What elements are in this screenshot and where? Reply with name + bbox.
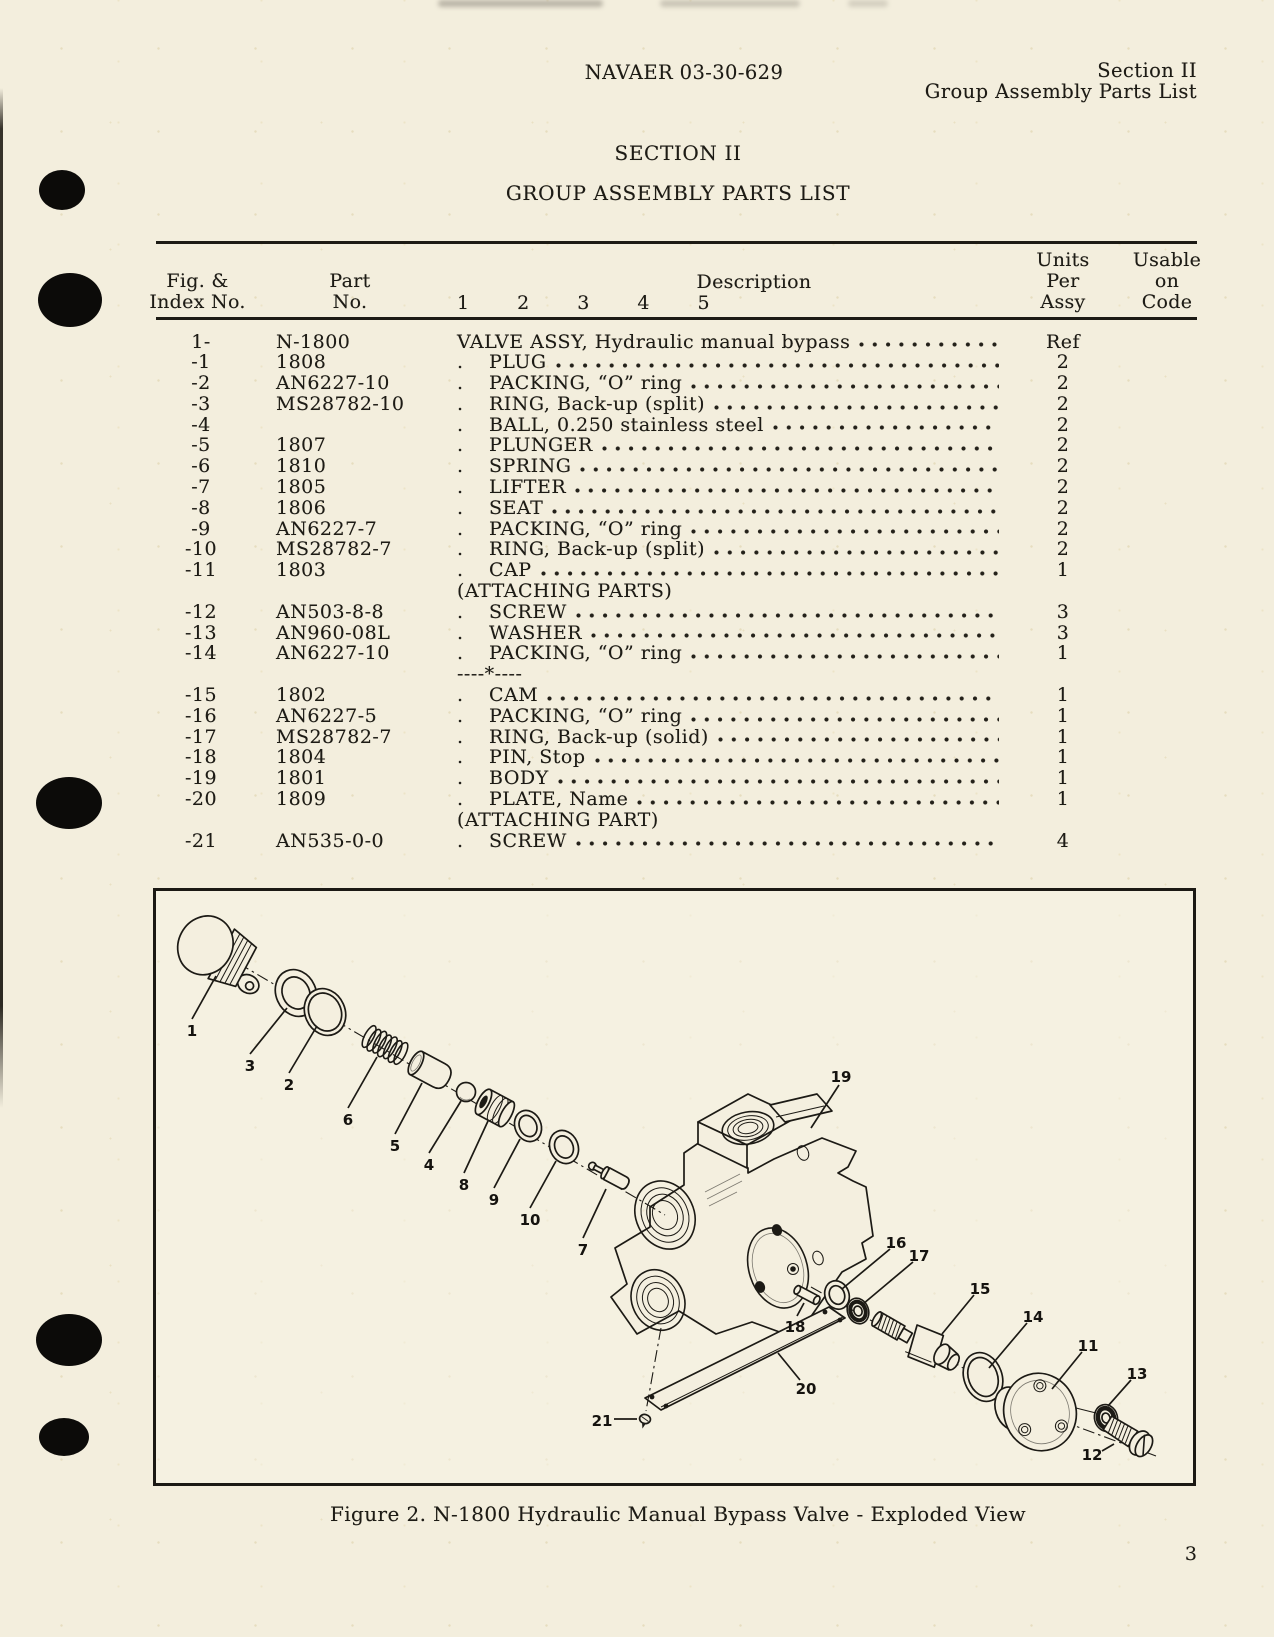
cell-units-per-assy: 1 (1056, 642, 1070, 665)
description-text: RING, Back-up (solid) (489, 725, 709, 748)
cell-units-per-assy: 1 (1056, 684, 1070, 707)
cell-fig-index: -1 (191, 351, 211, 374)
callout-label: 9 (488, 1191, 500, 1209)
cell-description (446, 768, 1029, 789)
exploded-view-drawing (156, 891, 1193, 1483)
cell-fig-index: -8 (191, 496, 211, 519)
description-text: SEAT (489, 496, 544, 519)
indent-dot: . (457, 517, 464, 540)
table-row (0, 352, 1274, 373)
cell-description (446, 519, 1029, 540)
indent-dot: . (457, 704, 464, 727)
cell-fig-index: -17 (184, 725, 218, 748)
row-subheader (446, 664, 1029, 685)
col-header-description: Description (696, 271, 812, 293)
cell-fig-index: -10 (184, 538, 218, 561)
cell-part-no: MS28782-7 (276, 725, 392, 748)
cell-description (446, 789, 1029, 810)
row-subheader (446, 581, 1029, 602)
dotted-leader (552, 508, 999, 515)
cell-description (446, 498, 1029, 519)
cell-units-per-assy: 1 (1056, 725, 1070, 748)
dotted-leader (580, 466, 999, 473)
description-text: PLATE, Name (489, 788, 629, 811)
col-header-part-no: Part No. (329, 270, 371, 313)
callout-label: 2 (283, 1076, 295, 1094)
cell-fig-index: -7 (191, 476, 211, 499)
indent-dot: . (457, 476, 464, 499)
description-text: VALVE ASSY, Hydraulic manual bypass (457, 330, 851, 353)
table-row (0, 685, 1274, 706)
callout-label: 8 (458, 1176, 470, 1194)
description-text: SCREW (489, 600, 567, 623)
section-title: SECTION II (614, 141, 742, 165)
document-number: NAVAER 03-30-629 (584, 61, 784, 84)
header-right-title: Group Assembly Parts List (924, 79, 1197, 103)
cell-units-per-assy: 1 (1056, 788, 1070, 811)
indent-dot: . (457, 600, 464, 623)
callout-label: 7 (577, 1241, 589, 1259)
dotted-leader (591, 632, 999, 639)
table-row (0, 727, 1274, 748)
dotted-leader (547, 695, 999, 702)
cell-fig-index: -11 (184, 559, 218, 582)
dotted-leader (602, 445, 999, 452)
cell-units-per-assy: 3 (1056, 600, 1070, 623)
cell-units-per-assy: 2 (1056, 538, 1070, 561)
table-top-rule (156, 241, 1197, 244)
indent-dot: . (457, 642, 464, 665)
cell-fig-index: -18 (184, 746, 218, 769)
col-header-levels: 1 2 3 4 5 (457, 292, 731, 314)
cell-fig-index: -3 (191, 392, 211, 415)
cell-units-per-assy: 2 (1056, 413, 1070, 436)
description-text: PIN, Stop (489, 746, 586, 769)
callout-label: 12 (1081, 1446, 1103, 1464)
indent-dot: . (457, 392, 464, 415)
section-subtitle: GROUP ASSEMBLY PARTS LIST (505, 181, 851, 205)
cell-units-per-assy: 2 (1056, 517, 1070, 540)
description-text: PACKING, “O” ring (489, 642, 683, 665)
table-row (0, 747, 1274, 768)
row-subheader (446, 810, 1029, 831)
cell-part-no: 1808 (276, 351, 327, 374)
cell-part-no: 1807 (276, 434, 327, 457)
cell-fig-index: -19 (184, 767, 218, 790)
callout-label: 18 (784, 1318, 806, 1336)
part-ball (457, 1083, 476, 1102)
indent-dot: . (457, 413, 464, 436)
dotted-leader (576, 612, 999, 619)
part-backup-ring-10 (544, 1126, 583, 1168)
figure-frame (153, 888, 1196, 1486)
part-plug (167, 906, 278, 1003)
table-row (0, 831, 1274, 852)
page-number: 3 (1184, 1543, 1197, 1565)
cell-part-no: AN535-0-0 (276, 829, 385, 852)
cell-units-per-assy: 2 (1056, 372, 1070, 395)
dotted-leader (714, 404, 999, 411)
cell-fig-index: 1- (191, 330, 211, 353)
description-text: WASHER (489, 621, 583, 644)
cell-description (446, 643, 1029, 664)
cell-part-no: 1805 (276, 476, 327, 499)
dotted-leader (637, 799, 999, 806)
description-text: CAM (489, 684, 539, 707)
indent-dot: . (457, 746, 464, 769)
cell-units-per-assy: 2 (1056, 434, 1070, 457)
cell-units-per-assy: 2 (1056, 392, 1070, 415)
cell-description (446, 373, 1029, 394)
indent-dot: . (457, 372, 464, 395)
table-row (0, 539, 1274, 560)
cell-description (446, 602, 1029, 623)
figure-caption: Figure 2. N-1800 Hydraulic Manual Bypass Valve - Exploded View (329, 1502, 1027, 1526)
binder-hole (36, 1314, 102, 1366)
cell-units-per-assy: 1 (1056, 559, 1070, 582)
indent-dot: . (457, 621, 464, 644)
header-right-section: Section II (1097, 59, 1197, 82)
description-text: PACKING, “O” ring (489, 704, 683, 727)
cell-units-per-assy: 3 (1056, 621, 1070, 644)
cell-fig-index: -5 (191, 434, 211, 457)
cell-fig-index: -2 (191, 372, 211, 395)
cell-units-per-assy: 2 (1056, 476, 1070, 499)
description-text: BODY (489, 767, 549, 790)
part-plunger (405, 1049, 455, 1092)
description-text: PACKING, “O” ring (489, 372, 683, 395)
callout-label: 21 (591, 1412, 613, 1430)
cell-fig-index: -15 (184, 684, 218, 707)
cell-description (446, 456, 1029, 477)
table-row (0, 768, 1274, 789)
table-row (0, 602, 1274, 623)
table-row (0, 623, 1274, 644)
description-text: PACKING, “O” ring (489, 517, 683, 540)
col-header-fig-index: Fig. & Index No. (149, 270, 246, 313)
dotted-leader (558, 778, 999, 785)
description-text: PLUG (489, 351, 547, 374)
callout-label: 1 (186, 1022, 198, 1040)
callout-label: 16 (885, 1234, 907, 1252)
indent-dot: . (457, 788, 464, 811)
table-row (0, 519, 1274, 540)
cell-part-no: 1806 (276, 496, 327, 519)
table-row (0, 581, 1274, 602)
cell-fig-index: -12 (184, 600, 218, 623)
header-right (925, 61, 1197, 102)
cell-part-no: 1810 (276, 455, 327, 478)
description-text: PLUNGER (489, 434, 593, 457)
cell-part-no: MS28782-10 (276, 392, 405, 415)
indent-dot: . (457, 829, 464, 852)
cell-fig-index: -9 (191, 517, 211, 540)
scan-smudge (848, 0, 888, 7)
cell-part-no: AN6227-10 (276, 372, 390, 395)
cell-part-no: 1802 (276, 684, 327, 707)
cell-description (446, 706, 1029, 727)
table-row (0, 810, 1274, 831)
indent-dot: . (457, 684, 464, 707)
indent-dot: . (457, 767, 464, 790)
cell-units-per-assy: 2 (1056, 455, 1070, 478)
binder-hole (38, 273, 102, 327)
callout-label: 3 (244, 1057, 256, 1075)
cell-fig-index: -4 (191, 413, 211, 436)
indent-dot: . (457, 559, 464, 582)
cell-units-per-assy: 2 (1056, 351, 1070, 374)
cell-description (446, 352, 1029, 373)
part-packing-oring-9 (510, 1106, 547, 1146)
callout-label: 13 (1126, 1365, 1148, 1383)
cell-description (446, 727, 1029, 748)
dotted-leader (576, 840, 999, 847)
cell-part-no: N-1800 (276, 330, 351, 353)
callout-label: 4 (423, 1156, 435, 1174)
table-row (0, 477, 1274, 498)
table-row (0, 394, 1274, 415)
cell-description (446, 560, 1029, 581)
scan-smudge (438, 0, 603, 7)
cell-part-no: AN503-8-8 (276, 600, 385, 623)
callout-label: 15 (969, 1280, 991, 1298)
indent-dot: . (457, 434, 464, 457)
description-text: LIFTER (489, 476, 567, 499)
dotted-leader (595, 757, 999, 764)
cell-description (446, 685, 1029, 706)
subheader-text: (ATTACHING PARTS) (457, 580, 673, 603)
indent-dot: . (457, 496, 464, 519)
table-row (0, 789, 1274, 810)
scan-smudge (660, 0, 800, 7)
description-text: SPRING (489, 455, 572, 478)
parts-list (0, 332, 1274, 852)
cell-description (446, 394, 1029, 415)
description-text: BALL, 0.250 stainless steel (489, 413, 764, 436)
col-header-usable: Usable on Code (1132, 249, 1202, 313)
cell-fig-index: -20 (184, 788, 218, 811)
cell-fig-index: -21 (184, 829, 218, 852)
table-row (0, 456, 1274, 477)
part-seat (472, 1087, 517, 1129)
col-header-units: Units Per Assy (1036, 249, 1090, 313)
cell-units-per-assy: 1 (1056, 767, 1070, 790)
table-row (0, 435, 1274, 456)
part-screw-21 (637, 1413, 651, 1430)
callout-label: 10 (519, 1211, 541, 1229)
table-row (0, 643, 1274, 664)
cell-description (446, 539, 1029, 560)
description-text: RING, Back-up (split) (489, 538, 706, 561)
dotted-leader (691, 528, 999, 535)
description-text: CAP (489, 559, 532, 582)
cell-units-per-assy: 1 (1056, 746, 1070, 769)
callout-label: 17 (908, 1247, 930, 1265)
cell-fig-index: -14 (184, 642, 218, 665)
dotted-leader (541, 570, 999, 577)
callout-label: 6 (342, 1111, 354, 1129)
cell-part-no: MS28782-7 (276, 538, 392, 561)
dotted-leader (556, 362, 999, 369)
cell-units-per-assy: Ref (1045, 330, 1081, 353)
dotted-leader (575, 487, 999, 494)
table-row (0, 560, 1274, 581)
subheader-text: ----*---- (457, 663, 523, 686)
cell-description (446, 477, 1029, 498)
description-text: SCREW (489, 829, 567, 852)
indent-dot: . (457, 455, 464, 478)
dotted-leader (691, 383, 999, 390)
callout-label: 14 (1022, 1308, 1044, 1326)
subheader-text: (ATTACHING PART) (457, 808, 659, 831)
cell-units-per-assy: 2 (1056, 496, 1070, 519)
cell-description (446, 623, 1029, 644)
indent-dot: . (457, 725, 464, 748)
cell-description (446, 332, 1029, 353)
callout-label: 19 (830, 1068, 852, 1086)
callout-label: 20 (795, 1380, 817, 1398)
dotted-leader (859, 341, 999, 348)
cell-fig-index: -16 (184, 704, 218, 727)
cell-part-no: 1804 (276, 746, 327, 769)
description-text: RING, Back-up (split) (489, 392, 706, 415)
cell-fig-index: -13 (184, 621, 218, 644)
dotted-leader (691, 716, 999, 723)
dotted-leader (773, 424, 999, 431)
table-row (0, 332, 1274, 353)
cell-part-no: AN6227-7 (276, 517, 378, 540)
binder-hole (39, 1418, 89, 1456)
part-cam (866, 1301, 967, 1380)
cell-units-per-assy: 1 (1056, 704, 1070, 727)
table-row (0, 373, 1274, 394)
cell-description (446, 747, 1029, 768)
cell-part-no: AN6227-10 (276, 642, 390, 665)
table-header-rule (156, 317, 1197, 320)
table-row (0, 415, 1274, 436)
cell-description (446, 435, 1029, 456)
cell-part-no: 1801 (276, 767, 327, 790)
table-row (0, 498, 1274, 519)
cell-part-no: AN960-08L (276, 621, 391, 644)
cell-description (446, 831, 1029, 852)
cell-units-per-assy: 4 (1056, 829, 1070, 852)
table-row (0, 706, 1274, 727)
binder-hole (39, 170, 85, 210)
cell-part-no: 1803 (276, 559, 327, 582)
dotted-leader (691, 653, 999, 660)
callout-label: 11 (1077, 1337, 1099, 1355)
cell-fig-index: -6 (191, 455, 211, 478)
dotted-leader (714, 549, 999, 556)
indent-dot: . (457, 538, 464, 561)
cell-part-no: 1809 (276, 788, 327, 811)
table-row (0, 664, 1274, 685)
callout-label: 5 (389, 1137, 401, 1155)
cell-description (446, 415, 1029, 436)
cell-part-no: AN6227-5 (276, 704, 378, 727)
part-lifter (586, 1159, 631, 1191)
indent-dot: . (457, 351, 464, 374)
dotted-leader (718, 736, 999, 743)
